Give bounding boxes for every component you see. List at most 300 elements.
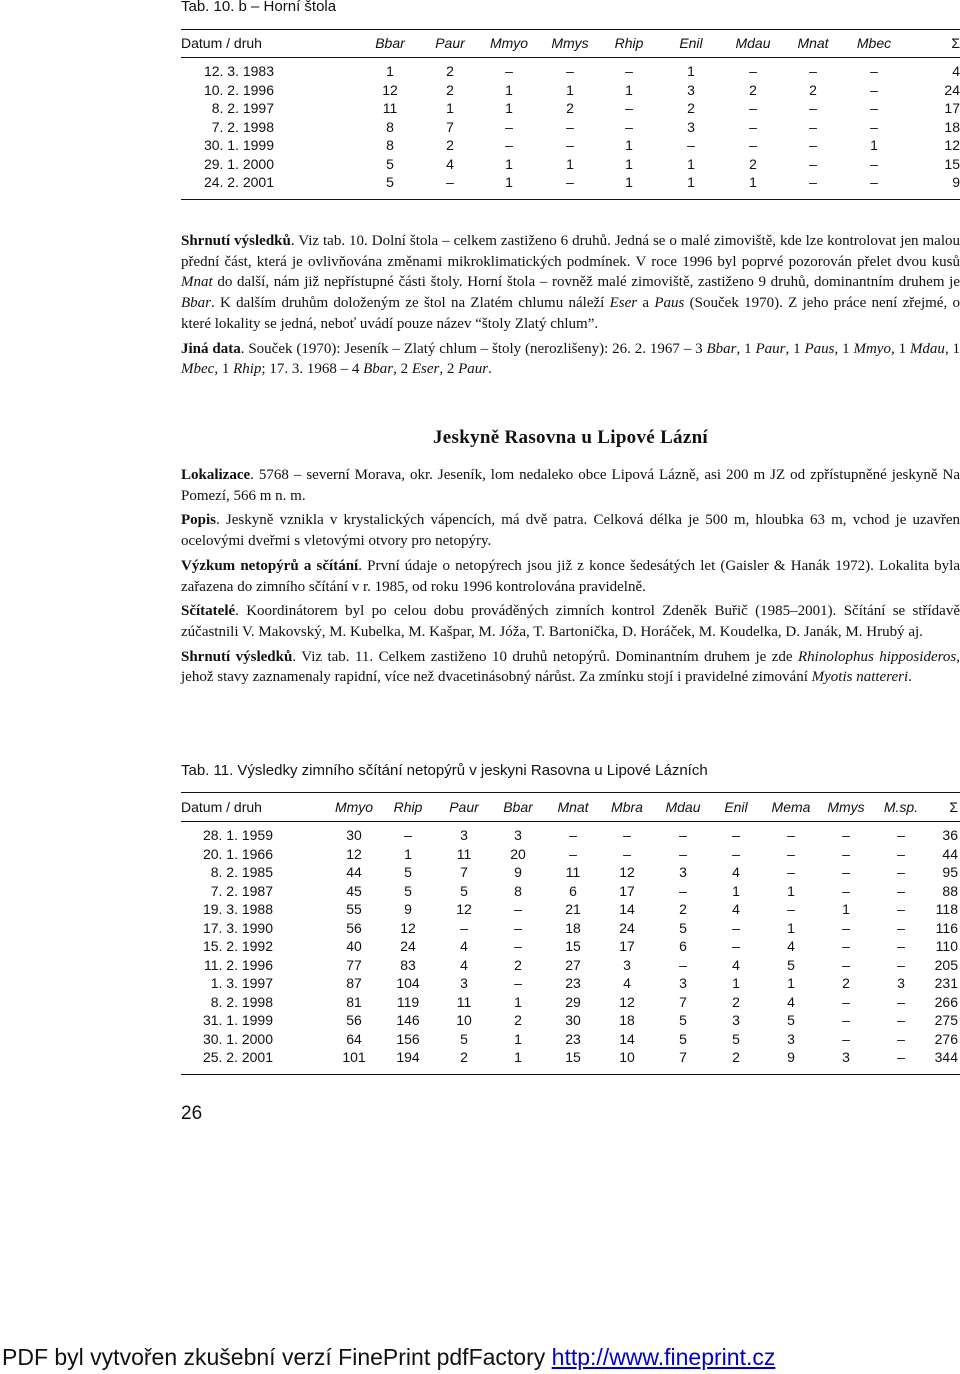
count-cell: 9: [404, 901, 412, 917]
count-cell: –: [514, 975, 522, 991]
count-cell: 30: [346, 827, 362, 843]
count-cell: 5: [787, 956, 795, 973]
table-10b-header-rule: [181, 57, 960, 58]
count-cell: 1: [625, 137, 633, 153]
count-cell: 2: [514, 1012, 522, 1028]
count-cell: –: [679, 827, 687, 843]
table-row: [181, 919, 960, 938]
date-cell: 12. 3. 1983: [203, 63, 274, 79]
table-row: [181, 845, 960, 864]
count-cell: –: [809, 118, 817, 135]
species-abbr: Eser: [609, 295, 638, 312]
localization-heading: Lokalizace: [181, 467, 251, 483]
cave-description-block: [181, 465, 960, 688]
header-species-cell: Paur: [449, 799, 479, 815]
header-species-cell: Mdau: [665, 799, 701, 815]
count-cell: 1: [625, 174, 633, 190]
header-species-cell: Mbec: [856, 35, 892, 51]
count-cell: –: [897, 882, 905, 899]
count-cell: –: [897, 901, 905, 917]
text: ; 17. 3. 1968 – 4: [261, 361, 364, 378]
count-cell: 45: [346, 882, 362, 899]
header-date-species-label: Datum / druh: [181, 35, 262, 51]
results-text-block: [181, 231, 960, 380]
counters-heading: Sčítatelé: [181, 603, 236, 620]
count-cell: 1: [732, 975, 740, 991]
count-cell: –: [809, 137, 817, 153]
table-row: [181, 155, 960, 174]
species-abbr: Mdau: [909, 340, 945, 357]
header-date-species-label: Datum / druh: [181, 799, 262, 815]
count-cell: 2: [749, 155, 757, 172]
count-cell: 5: [460, 1030, 468, 1047]
count-cell: –: [842, 845, 850, 862]
count-cell: 1: [625, 155, 633, 172]
table-row: [181, 937, 960, 956]
count-cell: 110: [935, 938, 958, 954]
table-row: [181, 62, 960, 81]
description-heading: Popis: [181, 512, 217, 529]
count-cell: 9: [787, 1049, 795, 1065]
count-cell: 1: [787, 975, 795, 991]
count-cell: –: [566, 174, 574, 190]
count-cell: 156: [396, 1030, 420, 1047]
count-cell: –: [514, 901, 522, 917]
count-cell: 18: [619, 1012, 635, 1028]
count-cell: 2: [809, 81, 817, 98]
count-cell: 12: [456, 901, 472, 917]
date-cell: 10. 2. 1996: [203, 81, 274, 98]
count-cell: 2: [446, 137, 454, 153]
count-cell: 5: [787, 1012, 795, 1028]
table-row: [181, 956, 960, 975]
table-10b-body: [181, 62, 960, 192]
header-species-cell: Mbra: [611, 799, 643, 815]
count-cell: 1: [505, 174, 513, 190]
count-cell: 4: [732, 864, 740, 880]
species-name: Rhinolophus hipposideros: [797, 648, 957, 665]
count-cell: 5: [386, 155, 394, 172]
localization-paragraph: [181, 465, 960, 506]
text: , 1: [890, 340, 910, 357]
count-cell: 276: [934, 1030, 958, 1047]
table-row: [181, 882, 960, 901]
count-cell: 104: [396, 975, 420, 991]
count-cell: 21: [565, 901, 581, 917]
count-cell: –: [625, 100, 633, 116]
count-cell: 44: [942, 845, 958, 862]
text: , 1: [785, 340, 805, 357]
count-cell: 11: [456, 845, 472, 862]
count-cell: 56: [346, 919, 362, 936]
count-cell: –: [514, 919, 522, 936]
count-cell: 1: [842, 901, 850, 917]
count-cell: 146: [396, 1012, 420, 1028]
count-cell: –: [749, 63, 757, 79]
text: .: [908, 669, 912, 686]
species-abbr: Mnat: [181, 274, 213, 291]
count-cell: –: [404, 827, 412, 843]
count-cell: –: [809, 174, 817, 190]
count-cell: 1: [687, 174, 695, 190]
count-cell: –: [842, 864, 850, 880]
table-row: [181, 136, 960, 155]
date-cell: 24. 2. 2001: [203, 174, 274, 190]
count-cell: 8: [386, 118, 394, 135]
header-species-cell: Enil: [679, 35, 703, 51]
count-cell: 4: [732, 956, 740, 973]
count-cell: 29: [565, 993, 581, 1010]
count-cell: 4: [460, 938, 468, 954]
count-cell: 15: [944, 155, 960, 172]
count-cell: 12: [619, 993, 635, 1010]
count-cell: –: [566, 137, 574, 153]
table-10b-caption: Tab. 10. b – Horní štola: [181, 0, 337, 15]
count-cell: –: [897, 919, 905, 936]
count-cell: –: [732, 919, 740, 936]
count-cell: 3: [460, 827, 468, 843]
header-species-cell: Σ: [949, 799, 958, 815]
species-abbr: Bbar: [181, 295, 211, 312]
count-cell: 81: [346, 993, 362, 1010]
count-cell: –: [870, 174, 878, 190]
header-species-cell: Mmys: [827, 799, 865, 815]
count-cell: 2: [446, 81, 454, 98]
count-cell: –: [505, 137, 513, 153]
count-cell: –: [679, 956, 687, 973]
summary-paragraph: [181, 647, 960, 688]
header-species-cell: Mmyo: [489, 35, 529, 51]
table-10b-header-row: [181, 33, 960, 53]
count-cell: –: [566, 118, 574, 135]
text: , 1: [736, 340, 756, 357]
count-cell: 3: [679, 864, 687, 880]
count-cell: –: [679, 882, 687, 899]
table-row: [181, 900, 960, 919]
count-cell: 12: [619, 864, 635, 880]
count-cell: –: [732, 938, 740, 954]
count-cell: 2: [732, 993, 740, 1010]
count-cell: 7: [679, 1049, 687, 1065]
count-cell: 1: [386, 63, 394, 79]
count-cell: –: [787, 864, 795, 880]
count-cell: –: [870, 100, 878, 116]
count-cell: –: [732, 827, 740, 843]
species-abbr: Bbar: [363, 361, 394, 378]
count-cell: 205: [934, 956, 958, 973]
count-cell: –: [514, 938, 522, 954]
count-cell: 3: [623, 956, 631, 973]
count-cell: 1: [446, 100, 454, 116]
date-cell: 15. 2. 1992: [202, 938, 273, 954]
header-species-cell: Mnat: [557, 799, 589, 815]
text: . Viz tab. 11. Celkem zastiženo 10 druhů netopýrů. Dominantním druhem je zde: [292, 648, 798, 665]
count-cell: 2: [446, 63, 454, 79]
header-species-cell: Bbar: [375, 35, 405, 51]
count-cell: 2: [460, 1049, 468, 1065]
count-cell: 2: [842, 975, 850, 991]
count-cell: 4: [460, 956, 468, 973]
text: a: [637, 295, 655, 312]
species-abbr: Paus: [804, 340, 835, 357]
count-cell: –: [446, 174, 454, 190]
count-cell: –: [505, 63, 513, 79]
count-cell: 3: [842, 1049, 850, 1065]
count-cell: 1: [870, 137, 878, 153]
date-cell: 17. 3. 1990: [202, 919, 273, 936]
count-cell: –: [787, 845, 795, 862]
count-cell: 12: [400, 919, 416, 936]
count-cell: 95: [942, 864, 958, 880]
count-cell: 4: [732, 901, 740, 917]
count-cell: 24: [619, 919, 635, 936]
species-name: Myotis nattereri: [811, 669, 909, 686]
text: , 1: [944, 340, 960, 357]
count-cell: –: [566, 63, 574, 79]
table-11-header-rule: [181, 821, 960, 822]
species-abbr: Rhip: [233, 361, 262, 378]
date-cell: 11. 2. 1996: [203, 956, 273, 973]
count-cell: 4: [787, 938, 795, 954]
count-cell: 5: [404, 882, 412, 899]
count-cell: 118: [935, 901, 958, 917]
count-cell: –: [842, 1030, 850, 1047]
fineprint-link[interactable]: http://www.fineprint.cz: [551, 1344, 776, 1370]
count-cell: 7: [460, 864, 468, 880]
species-abbr: Paur: [755, 340, 786, 357]
count-cell: 30: [565, 1012, 581, 1028]
header-species-cell: Mdau: [735, 35, 771, 51]
header-species-cell: Σ: [951, 35, 960, 51]
table-11-header-row: [181, 797, 960, 817]
count-cell: 24: [944, 81, 960, 98]
count-cell: –: [809, 63, 817, 79]
count-cell: 3: [514, 827, 522, 843]
header-species-cell: Bbar: [503, 799, 533, 815]
count-cell: –: [749, 137, 757, 153]
count-cell: –: [870, 81, 878, 98]
count-cell: 83: [400, 956, 416, 973]
count-cell: 3: [897, 975, 905, 991]
count-cell: 2: [687, 100, 695, 116]
table-10b-bottom-rule: [181, 199, 960, 200]
table-row: [181, 1011, 960, 1030]
count-cell: 44: [346, 864, 362, 880]
description-paragraph: [181, 510, 960, 551]
text: . 5768 – severní Morava, okr. Jeseník, lom nedaleko obce Lipová Lázně, asi 200 m JZ od zpřístupněné jeskyně Na Pomezí, 566 m n. m.: [181, 467, 960, 504]
date-cell: 8. 2. 1985: [210, 864, 273, 880]
date-cell: 19. 3. 1988: [202, 901, 273, 917]
table-row: [181, 118, 960, 137]
text: . Souček (1970): Jeseník – Zlatý chlum – štoly (nerozlišeny): 26. 2. 1967 – 3: [240, 340, 707, 357]
header-species-cell: Mema: [771, 799, 811, 815]
date-cell: 1. 3. 1997: [210, 975, 273, 991]
count-cell: 344: [934, 1049, 958, 1065]
count-cell: –: [787, 901, 795, 917]
table-row: [181, 863, 960, 882]
count-cell: –: [870, 155, 878, 172]
count-cell: –: [842, 1012, 850, 1028]
text: , 1: [834, 340, 854, 357]
count-cell: 1: [514, 993, 522, 1010]
header-species-cell: Paur: [435, 35, 465, 51]
count-cell: 1: [787, 882, 795, 899]
count-cell: 7: [679, 993, 687, 1010]
count-cell: 1: [566, 81, 574, 98]
table-10b-top-rule: [181, 29, 960, 30]
other-data-paragraph: [181, 339, 960, 380]
count-cell: 4: [952, 63, 960, 79]
count-cell: 23: [565, 1030, 581, 1047]
count-cell: –: [897, 956, 905, 973]
count-cell: –: [687, 137, 695, 153]
count-cell: 1: [749, 174, 757, 190]
header-species-cell: Rhip: [614, 35, 644, 51]
text: do další, nám již nepřístupné části štoly. Horní štola – rovněž malé zimoviště, zastiženo 9 druhů, dominantním druhem je: [212, 274, 960, 291]
date-cell: 8. 2. 1997: [211, 100, 274, 116]
count-cell: 4: [623, 975, 631, 991]
count-cell: 1: [514, 1049, 522, 1065]
table-11-body: [181, 826, 960, 1067]
count-cell: 14: [619, 1030, 635, 1047]
date-cell: 20. 1. 1966: [202, 845, 273, 862]
count-cell: 56: [346, 1012, 362, 1028]
count-cell: 36: [942, 827, 958, 843]
count-cell: 15: [565, 1049, 581, 1065]
count-cell: –: [870, 63, 878, 79]
count-cell: 3: [687, 118, 695, 135]
count-cell: 14: [619, 901, 635, 917]
count-cell: 101: [342, 1049, 366, 1065]
text: , 1: [214, 361, 234, 378]
count-cell: 77: [346, 956, 362, 973]
count-cell: –: [842, 827, 850, 843]
header-species-cell: Mmyo: [334, 799, 374, 815]
count-cell: –: [679, 845, 687, 862]
count-cell: –: [732, 845, 740, 862]
count-cell: 40: [346, 938, 362, 954]
research-heading: Výzkum netopýrů a sčítání: [181, 557, 359, 574]
count-cell: 3: [732, 1012, 740, 1028]
text: , 2: [439, 361, 459, 378]
count-cell: 3: [679, 975, 687, 991]
text: . Jeskyně vznikla v krystalických vápencích, má dvě patra. Celková délka je 500 m, hloubka 63 m, vchod je uzavřen ocelovými dveřmi s vletovými otvory pro netopýry.: [181, 512, 960, 550]
count-cell: –: [505, 118, 513, 135]
count-cell: 6: [569, 882, 577, 899]
count-cell: 23: [565, 975, 581, 991]
count-cell: 1: [787, 919, 795, 936]
count-cell: 2: [749, 81, 757, 98]
count-cell: –: [569, 845, 577, 862]
count-cell: 64: [346, 1030, 362, 1047]
count-cell: –: [787, 827, 795, 843]
count-cell: 2: [732, 1049, 740, 1065]
research-paragraph: [181, 556, 960, 597]
footer-text: PDF byl vytvořen zkušební verzí FinePrint pdfFactory: [2, 1344, 552, 1370]
count-cell: 4: [787, 993, 795, 1010]
table-row: [181, 99, 960, 118]
count-cell: –: [623, 845, 631, 862]
count-cell: 3: [787, 1030, 795, 1047]
text: , 2: [393, 361, 412, 378]
count-cell: –: [842, 956, 850, 973]
date-cell: 31. 1. 1999: [202, 1012, 273, 1028]
count-cell: –: [897, 1012, 905, 1028]
count-cell: –: [897, 1049, 905, 1065]
count-cell: 10: [619, 1049, 635, 1065]
table-row: [181, 993, 960, 1012]
count-cell: 12: [944, 137, 960, 153]
count-cell: 1: [505, 155, 513, 172]
summary-heading: Shrnutí výsledků: [181, 648, 293, 665]
count-cell: –: [870, 118, 878, 135]
count-cell: –: [625, 118, 633, 135]
count-cell: 5: [460, 882, 468, 899]
count-cell: 1: [566, 155, 574, 172]
count-cell: –: [897, 938, 905, 954]
count-cell: –: [809, 155, 817, 172]
count-cell: 1: [687, 63, 695, 79]
count-cell: 87: [346, 975, 362, 991]
species-abbr: Mbec: [181, 361, 215, 378]
count-cell: 15: [565, 938, 581, 954]
results-heading: Shrnutí výsledků: [181, 233, 291, 249]
count-cell: 275: [934, 1012, 958, 1028]
count-cell: 11: [456, 993, 472, 1010]
count-cell: 12: [382, 81, 398, 98]
table-11-caption: Tab. 11. Výsledky zimního sčítání netopýrů v jeskyni Rasovna u Lipové Lázních: [181, 762, 708, 779]
count-cell: 24: [400, 938, 416, 954]
text: . K dalším druhům doloženým ze štol na Zlatém chlumu náleží: [211, 295, 610, 312]
count-cell: 1: [505, 100, 513, 116]
count-cell: 8: [514, 882, 522, 899]
count-cell: –: [749, 100, 757, 116]
count-cell: 1: [732, 882, 740, 899]
count-cell: 2: [679, 901, 687, 917]
pdf-footer: [2, 1344, 775, 1371]
count-cell: 9: [952, 174, 960, 190]
header-species-cell: Mmys: [551, 35, 589, 51]
counters-paragraph: [181, 601, 960, 642]
count-cell: 3: [460, 975, 468, 991]
date-cell: 7. 2. 1998: [211, 118, 274, 135]
count-cell: –: [625, 63, 633, 79]
count-cell: –: [623, 827, 631, 843]
text: , jehož stavy zaznamenaly rapidní, více než dvacetinásobný nárůst. Za zmínku stojí i pravidelné zimování: [181, 648, 960, 686]
header-species-cell: Rhip: [393, 799, 423, 815]
species-abbr: Paur: [458, 361, 489, 378]
count-cell: 2: [514, 956, 522, 973]
species-abbr: Eser: [411, 361, 440, 378]
count-cell: 1: [505, 81, 513, 98]
table-10b: [181, 33, 960, 53]
table-row: [181, 826, 960, 845]
count-cell: 10: [456, 1012, 472, 1028]
table-row: [181, 173, 960, 192]
count-cell: 5: [679, 919, 687, 936]
table-row: [181, 81, 960, 100]
section-title: Jeskyně Rasovna u Lipové Lázní: [432, 427, 709, 448]
species-abbr: Paus: [654, 295, 685, 312]
page-number: 26: [181, 1103, 203, 1124]
species-abbr: Bbar: [706, 340, 737, 357]
count-cell: 17: [944, 100, 960, 116]
count-cell: 231: [934, 975, 958, 991]
count-cell: 1: [687, 155, 695, 172]
count-cell: 17: [619, 882, 635, 899]
count-cell: 11: [382, 100, 398, 116]
count-cell: 2: [566, 100, 574, 116]
